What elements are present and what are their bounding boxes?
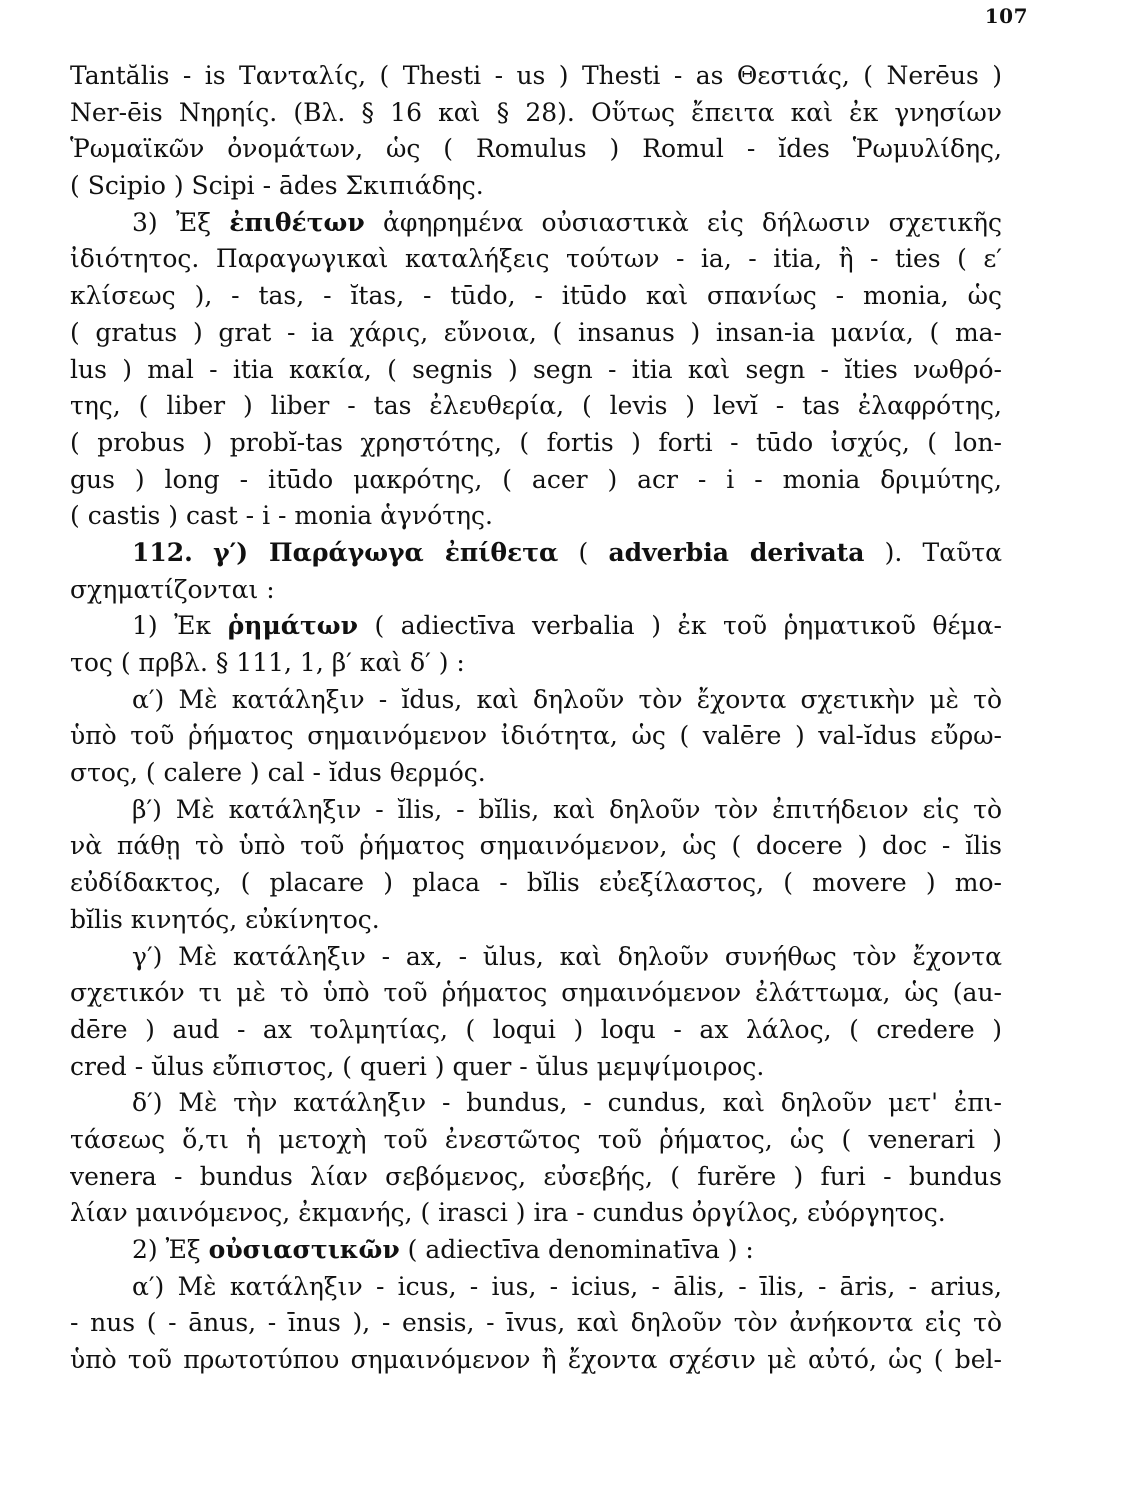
text-line: [70, 388, 1002, 425]
text-segment: venera - bundus λίαν σεβόμενος, εὐσεβής, ( furĕre ) furi - bundus: [70, 1161, 1002, 1191]
text-segment: α′) Μὲ κατάληξιν - ĭdus, καὶ δηλοῦν τὸν ἔχοντα σχετικὴν μὲ τὸ: [132, 684, 1002, 714]
text-segment: ). Ταῦτα: [864, 537, 1002, 567]
emphasized-term: ἐπιθέτων: [229, 207, 365, 237]
text-segment: ( castis ) cast - i - monia ἁγνότης.: [70, 501, 493, 531]
text-segment: εὐδίδακτος, ( placare ) placa - bĭlis εὐεξίλαστος, ( movere ) mo-: [70, 868, 1002, 898]
text-line: [70, 352, 1002, 389]
text-line: [70, 1342, 1002, 1379]
text-segment: ( adiectīva denominatīva ) :: [399, 1235, 754, 1264]
text-segment: 1) Ἐκ: [132, 611, 228, 641]
text-line: [70, 1085, 1002, 1122]
text-segment: Tantălis - is Τανταλίς, ( Thesti - us ) Thesti - as Θεστιάς, ( Nerēus ): [70, 61, 1002, 90]
text-line: [70, 682, 1002, 719]
text-line: [70, 1232, 1002, 1269]
page-number: 107: [984, 4, 1028, 28]
text-line: [70, 1305, 1002, 1342]
text-line: [70, 131, 1002, 168]
text-line: [70, 608, 1002, 645]
text-segment: ἰδιότητος. Παραγωγικαὶ καταλήξεις τούτων - ia, - itia, ἢ - ties ( ε′: [70, 244, 1002, 274]
section-heading: γ′) Παράγωγα ἐπίθετα: [213, 537, 559, 567]
text-segment: ( gratus ) grat - ia χάρις, εὔνοια, ( insanus ) insan-ia μανία, ( ma-: [70, 317, 1002, 347]
text-segment: λίαν μαινόμενος, ἐκμανής, ( irasci ) ira - cundus ὀργίλος, εὐόργητος.: [70, 1198, 946, 1228]
text-segment: στος, ( calere ) cal - ĭdus θερμός.: [70, 758, 486, 788]
page-text: [70, 58, 1002, 1379]
section-number: 112.: [132, 537, 193, 567]
text-segment: νὰ πάθῃ τὸ ὑπὸ τοῦ ῥήματος σημαινόμενον, ὡς ( docere ) doc - ĭlis: [70, 831, 1002, 861]
text-segment: ὑπὸ τοῦ πρωτοτύπου σημαινόμενον ἢ ἔχοντα σχέσιν μὲ αὐτό, ὡς ( bel-: [70, 1345, 1002, 1375]
text-line: [70, 718, 1002, 755]
text-segment: σχηματίζονται :: [70, 574, 275, 604]
text-line: [70, 278, 1002, 315]
text-segment: γ′) Μὲ κατάληξιν - ax, - ŭlus, καὶ δηλοῦν συνήθως τὸν ἔχοντα: [132, 941, 1002, 971]
text-segment: gus ) long - itūdo μακρότης, ( acer ) acr - i - monia δριμύτης,: [70, 464, 1002, 494]
text-segment: β′) Μὲ κατάληξιν - ĭlis, - bĭlis, καὶ δηλοῦν τὸν ἐπιτήδειον εἰς τὸ: [132, 794, 1002, 824]
text-segment: lus ) mal - itia κακία, ( segnis ) segn - itia καὶ segn - ĭties νωθρό-: [70, 354, 1002, 384]
section-heading-line: [70, 535, 1002, 572]
text-line: [70, 828, 1002, 865]
text-segment: α′) Μὲ κατάληξιν - icus, - ius, - icius, - ālis, - īlis, - āris, - arius,: [132, 1271, 1002, 1301]
text-line: [70, 1159, 1002, 1196]
text-line: [70, 939, 1002, 976]
text-segment: Ner-ēis Νηρηίς. (Βλ. § 16 καὶ § 28). Οὕτως ἔπειτα καὶ ἐκ γνησίων: [70, 97, 1002, 127]
text-line: [70, 205, 1002, 242]
text-line: [70, 58, 1002, 95]
text-line: [70, 1012, 1002, 1049]
text-line: [70, 315, 1002, 352]
emphasized-term: οὐσιαστικῶν: [208, 1235, 400, 1264]
text-segment: σχετικόν τι μὲ τὸ ὑπὸ τοῦ ῥήματος σημαινόμενον ἐλάττωμα, ὡς (au-: [70, 978, 1002, 1008]
text-line: [70, 241, 1002, 278]
text-line: [70, 95, 1002, 132]
text-line: [70, 168, 1002, 205]
text-line: [70, 902, 1002, 939]
text-line: [70, 425, 1002, 462]
text-segment: της, ( liber ) liber - tas ἐλευθερία, ( levis ) levĭ - tas ἐλαφρότης,: [70, 391, 1002, 421]
text-segment: δ′) Μὲ τὴν κατάληξιν - bundus, - cundus, καὶ δηλοῦν μετ' ἐπι-: [132, 1088, 1002, 1118]
text-segment: τος ( πρβλ. § 111, 1, β′ καὶ δ′ ) :: [70, 648, 465, 677]
text-segment: (: [558, 537, 609, 567]
emphasized-term: ῥημάτων: [227, 611, 358, 641]
text-segment: ( Scipio ) Scipi - ādes Σκιπιάδης.: [70, 171, 484, 201]
text-segment: Ῥωμαϊκῶν ὀνομάτων, ὡς ( Romulus ) Romul - ĭdes Ῥωμυλίδης,: [70, 134, 1002, 164]
text-line: [70, 975, 1002, 1012]
text-segment: cred - ŭlus εὔπιστος, ( queri ) quer - ŭlus μεμψίμοιρος.: [70, 1051, 765, 1081]
text-line: [70, 462, 1002, 499]
text-segment: κλίσεως ), - tas, - ĭtas, - tūdo, - itūdo καὶ σπανίως - monia, ὡς: [70, 281, 1002, 311]
text-segment: - nus ( - ānus, - īnus ), - ensis, - īvus, καὶ δηλοῦν τὸν ἀνήκοντα εἰς τὸ: [70, 1308, 1002, 1338]
text-line: [70, 1195, 1002, 1232]
text-line: [70, 1269, 1002, 1306]
text-segment: 3) Ἐξ: [132, 207, 230, 237]
text-segment: ὑπὸ τοῦ ῥήματος σημαινόμενον ἰδιότητα, ὡς ( valēre ) val-ĭdus εὔρω-: [70, 721, 1002, 751]
text-line: [70, 755, 1002, 792]
text-segment: ( probus ) probĭ-tas χρηστότης, ( fortis ) forti - tūdo ἰσχύς, ( lon-: [70, 427, 1002, 457]
emphasized-term: adverbia derivata: [608, 537, 865, 567]
text-line: [70, 645, 1002, 682]
text-line: [70, 792, 1002, 829]
text-line: [70, 1122, 1002, 1159]
text-line: [70, 865, 1002, 902]
text-segment: τάσεως ὅ,τι ἡ μετοχὴ τοῦ ἐνεστῶτος τοῦ ῥήματος, ὡς ( venerari ): [70, 1124, 1002, 1154]
text-segment: dēre ) aud - ax τολμητίας, ( loqui ) loqu - ax λάλος, ( credere ): [70, 1014, 1002, 1044]
text-segment: ( adiectīva verbalia ) ἐκ τοῦ ῥηματικοῦ θέμα-: [357, 611, 1002, 641]
text-line: [70, 1049, 1002, 1086]
text-segment: bĭlis κινητός, εὐκίνητος.: [70, 904, 380, 934]
text-line: [70, 572, 1002, 609]
text-segment: ἀφηρημένα οὐσιαστικὰ εἰς δήλωσιν σχετικῆς: [364, 207, 1002, 237]
text-segment: 2) Ἐξ: [132, 1235, 209, 1264]
text-line: [70, 498, 1002, 535]
